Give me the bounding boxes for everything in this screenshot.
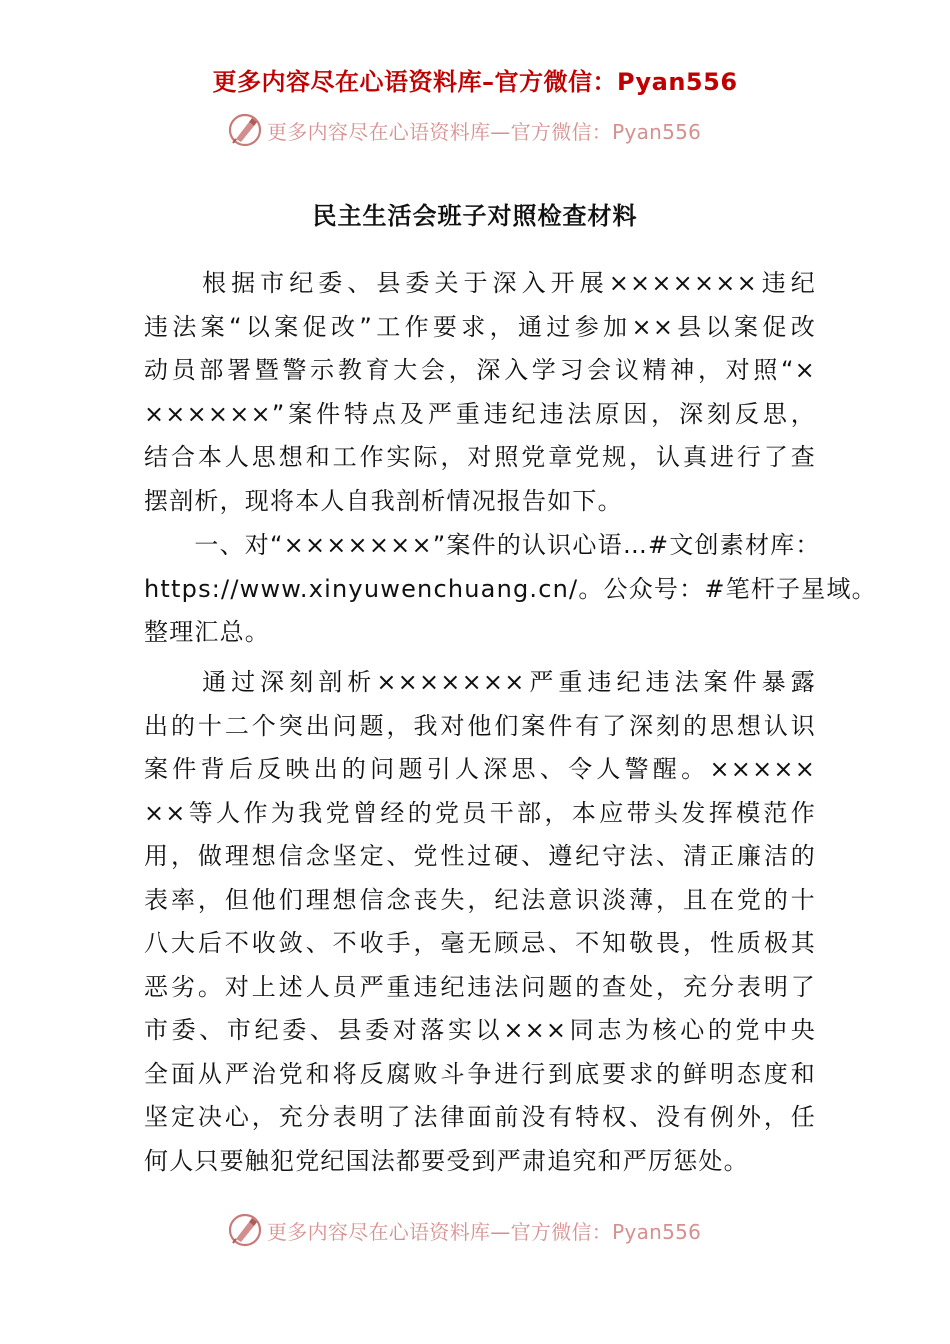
paragraph-3-line: 表率，但他们理想信念丧失，纪法意识淡薄，且在党的十 [144, 885, 816, 914]
paragraph-2-line: 整理汇总。 [144, 618, 270, 646]
paragraph-1-line: 违法案“以案促改”工作要求，通过参加××县以案促改 [144, 312, 816, 341]
paragraph-3-line: 出的十二个突出问题，我对他们案件有了深刻的思想认识 [144, 711, 816, 740]
paragraph-3-line: 恶劣。对上述人员严重违纪违法问题的查处，充分表明了 [144, 972, 816, 1001]
paragraph-1-line: ××××××”案件特点及严重违纪违法原因，深刻反思， [144, 399, 816, 428]
watermark-bottom-text: 更多内容尽在心语资料库—官方微信：Pyan556 [267, 1219, 702, 1244]
paragraph-3-line: 用，做理想信念坚定、党性过硬、遵纪守法、清正廉洁的 [144, 842, 816, 870]
paragraph-3-line: 通过深刻剖析×××××××严重违纪违法案件暴露 [144, 668, 816, 696]
paragraph-2-line: 一、对“×××××××”案件的认识心语…#文创素材库： [144, 531, 821, 559]
pen-nib-logo-icon [227, 112, 263, 148]
paragraph-1-line: 结合本人思想和工作实际，对照党章党规，认真进行了查 [144, 443, 816, 471]
header-banner: 更多内容尽在心语资料库–官方微信：Pyan556 [212, 68, 738, 96]
paragraph-1-line: 根据市纪委、县委关于深入开展×××××××违纪 [144, 269, 816, 297]
paragraph-3-line: 坚定决心，充分表明了法律面前没有特权、没有例外，任 [144, 1103, 816, 1131]
document-title: 民主生活会班子对照检查材料 [312, 202, 638, 230]
paragraph-3-line: 市委、市纪委、县委对落实以×××同志为核心的党中央 [144, 1016, 816, 1044]
watermark-top [227, 110, 701, 150]
paragraph-1-line: 摆剖析，现将本人自我剖析情况报告如下。 [144, 486, 623, 515]
paragraph-3-line: 八大后不收敛、不收手，毫无顾忌、不知敬畏，性质极其 [144, 929, 816, 957]
paragraph-1-line: 动员部署暨警示教育大会，深入学习会议精神，对照“× [144, 356, 816, 384]
paragraph-3-line: 案件背后反映出的问题引人深思、令人警醒。××××× [144, 755, 816, 783]
paragraph-2 [144, 524, 877, 655]
paragraph-1 [144, 262, 816, 523]
watermark-top-text: 更多内容尽在心语资料库—官方微信：Pyan556 [267, 119, 702, 144]
paragraph-3-line: 全面从严治党和将反腐败斗争进行到底要求的鲜明态度和 [144, 1059, 816, 1088]
pen-nib-logo-icon [227, 1212, 263, 1248]
paragraph-3-line: ××等人作为我党曾经的党员干部，本应带头发挥模范作 [144, 798, 816, 827]
paragraph-3 [144, 661, 816, 1183]
paragraph-2-line: https://www.xinyuwenchuang.cn/。公众号：#笔杆子星域。 [144, 574, 877, 603]
paragraph-3-line: 何人只要触犯党纪国法都要受到严肃追究和严厉惩处。 [144, 1146, 749, 1175]
watermark-bottom [227, 1210, 701, 1250]
